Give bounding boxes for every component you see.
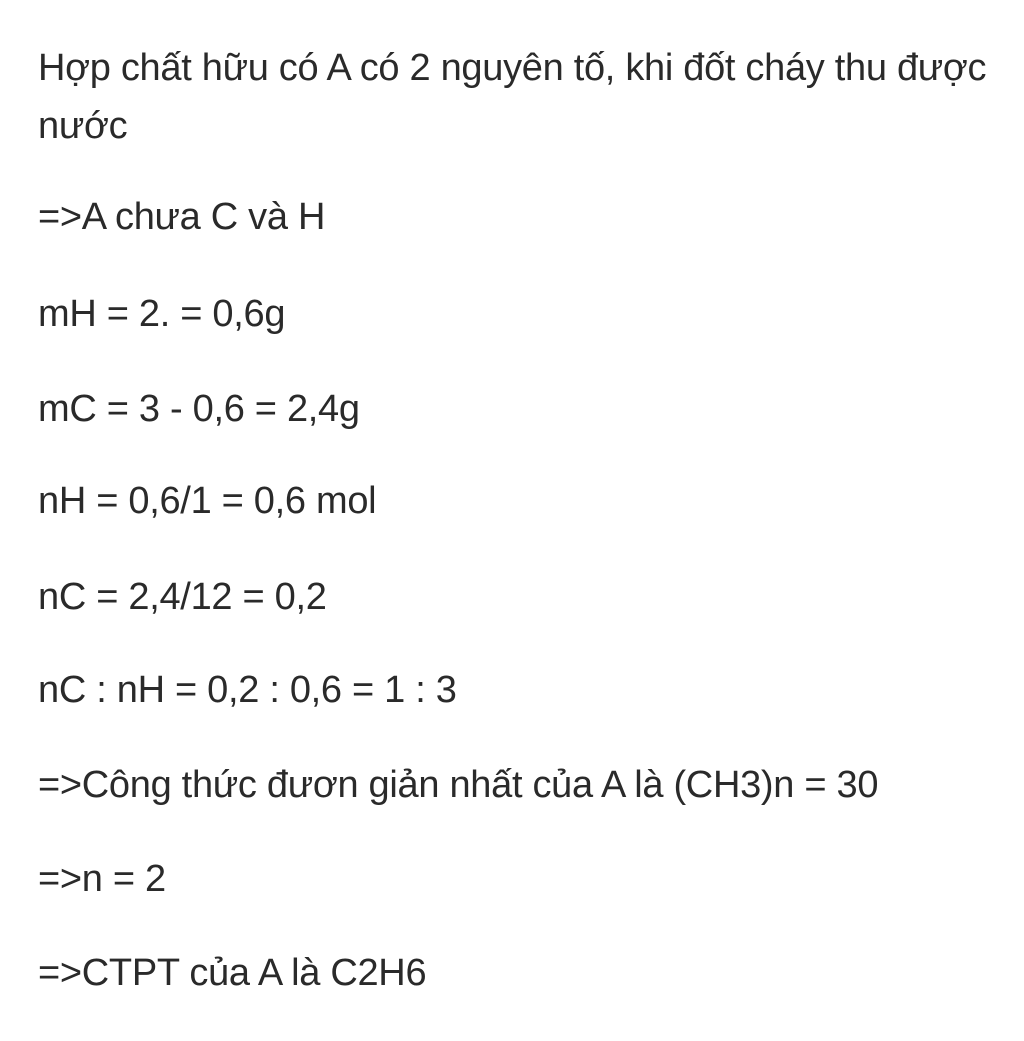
intro-paragraph: Hợp chất hữu có A có 2 nguyên tố, khi đốt cháy thu được nước xyxy=(38,47,987,147)
step-line-8: =>n = 2 xyxy=(38,858,166,900)
step-line-6: nC : nH = 0,2 : 0,6 = 1 : 3 xyxy=(38,669,457,711)
step-line-1: =>A chưa C và H xyxy=(38,196,326,238)
step-line-4: nH = 0,6/1 = 0,6 mol xyxy=(38,480,377,522)
step-line-3: mC = 3 - 0,6 = 2,4g xyxy=(38,388,360,430)
step-line-7: =>Công thức đươn giản nhất của A là (CH3)n = 30 xyxy=(38,764,879,806)
step-line-5: nC = 2,4/12 = 0,2 xyxy=(38,576,327,618)
step-line-9: =>CTPT của A là C2H6 xyxy=(38,952,427,994)
step-line-2: mH = 2. = 0,6g xyxy=(38,293,286,335)
